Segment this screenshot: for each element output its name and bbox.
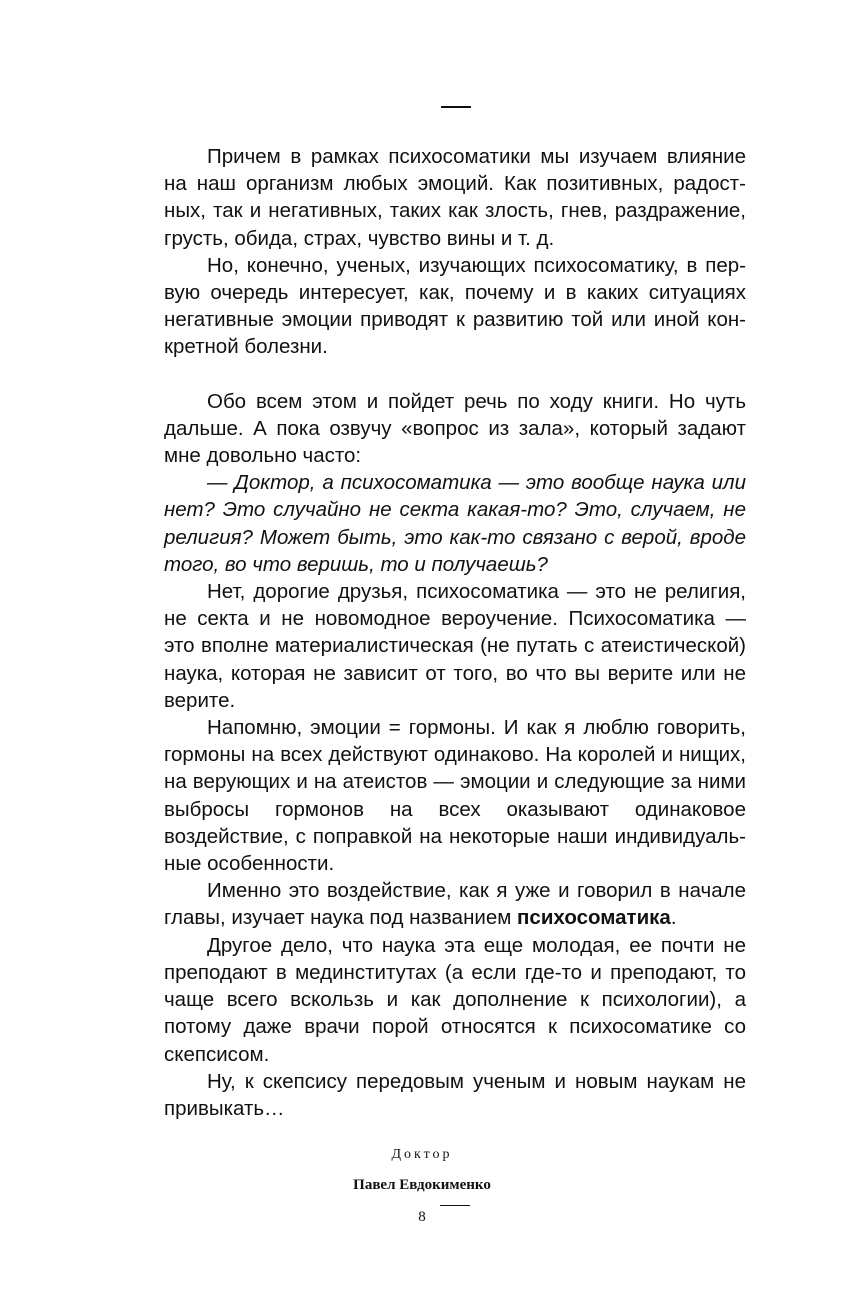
quote-paragraph: — Доктор, а психосоматика — это вообще наука или нет? Это случайно не секта какая-то? Это, случаем, не религия? Может быть, это как-то связано с верой, вроде того, во что веришь, то и получаешь? — [164, 471, 746, 576]
paragraph-text: Именно это воздействие, как я уже и говорил в начале главы, изучает наука под названием — [164, 879, 746, 930]
body-text — [164, 143, 746, 1122]
paragraph-end: . — [670, 906, 677, 930]
paragraph: Но, конечно, ученых, изучающих психосоматику, в первую очередь интересует, как, почему и в каких ситуациях негативные эмоции приводят к развитию той или иной конкретной болезни. — [164, 253, 746, 359]
paragraph: Нет, дорогие друзья, психосоматика — это не религия, не секта и не новомодное вероучение. Психосоматика — это вполне материалистическая (не путать с атеистической) наука, которая не зависит от того, во что вы верите или не верите. — [164, 580, 746, 712]
page-number-divider — [440, 1205, 470, 1206]
footer-label: Доктор — [391, 1147, 453, 1162]
paragraph: Ну, к скепсису передовым ученым и новым наукам не привыкать… — [164, 1069, 746, 1120]
footer-author: Павел Евдокименко — [353, 1177, 491, 1193]
paragraph: Причем в рамках психосоматики мы изучаем влияние на наш организм любых эмоций. Как позитивных, радостных, так и негативных, таких как злость, гнев, раздражение, грусть, обида, страх, чувство вины и т. д. — [164, 145, 746, 250]
paragraph — [164, 877, 746, 931]
paragraph: Обо всем этом и пойдет речь по ходу книги. Но чуть дальше. А пока озвучу «вопрос из зала», который задают мне довольно часто: — [164, 389, 746, 468]
emphasized-term: психосоматика — [517, 906, 671, 930]
page-number: 8 — [418, 1209, 426, 1225]
top-divider — [441, 106, 471, 108]
paragraph: Напомню, эмоции = гормоны. И как я люблю говорить, гормоны на всех действуют одинаково. На королей и нищих, на верующих и на атеистов — эмоции и следующие за ними выбросы гормонов на всех оказывают одинаковое воздействие, с поправкой на некоторые наши индивидуальные особенности. — [164, 716, 746, 876]
paragraph: Другое дело, что наука эта еще молодая, ее почти не преподают в мединститутах (а если где-то и преподают, то чаще всего вскользь и как дополнение к психологии), а потому даже врачи порой относятся к психосоматике со скепсисом. — [164, 933, 746, 1066]
